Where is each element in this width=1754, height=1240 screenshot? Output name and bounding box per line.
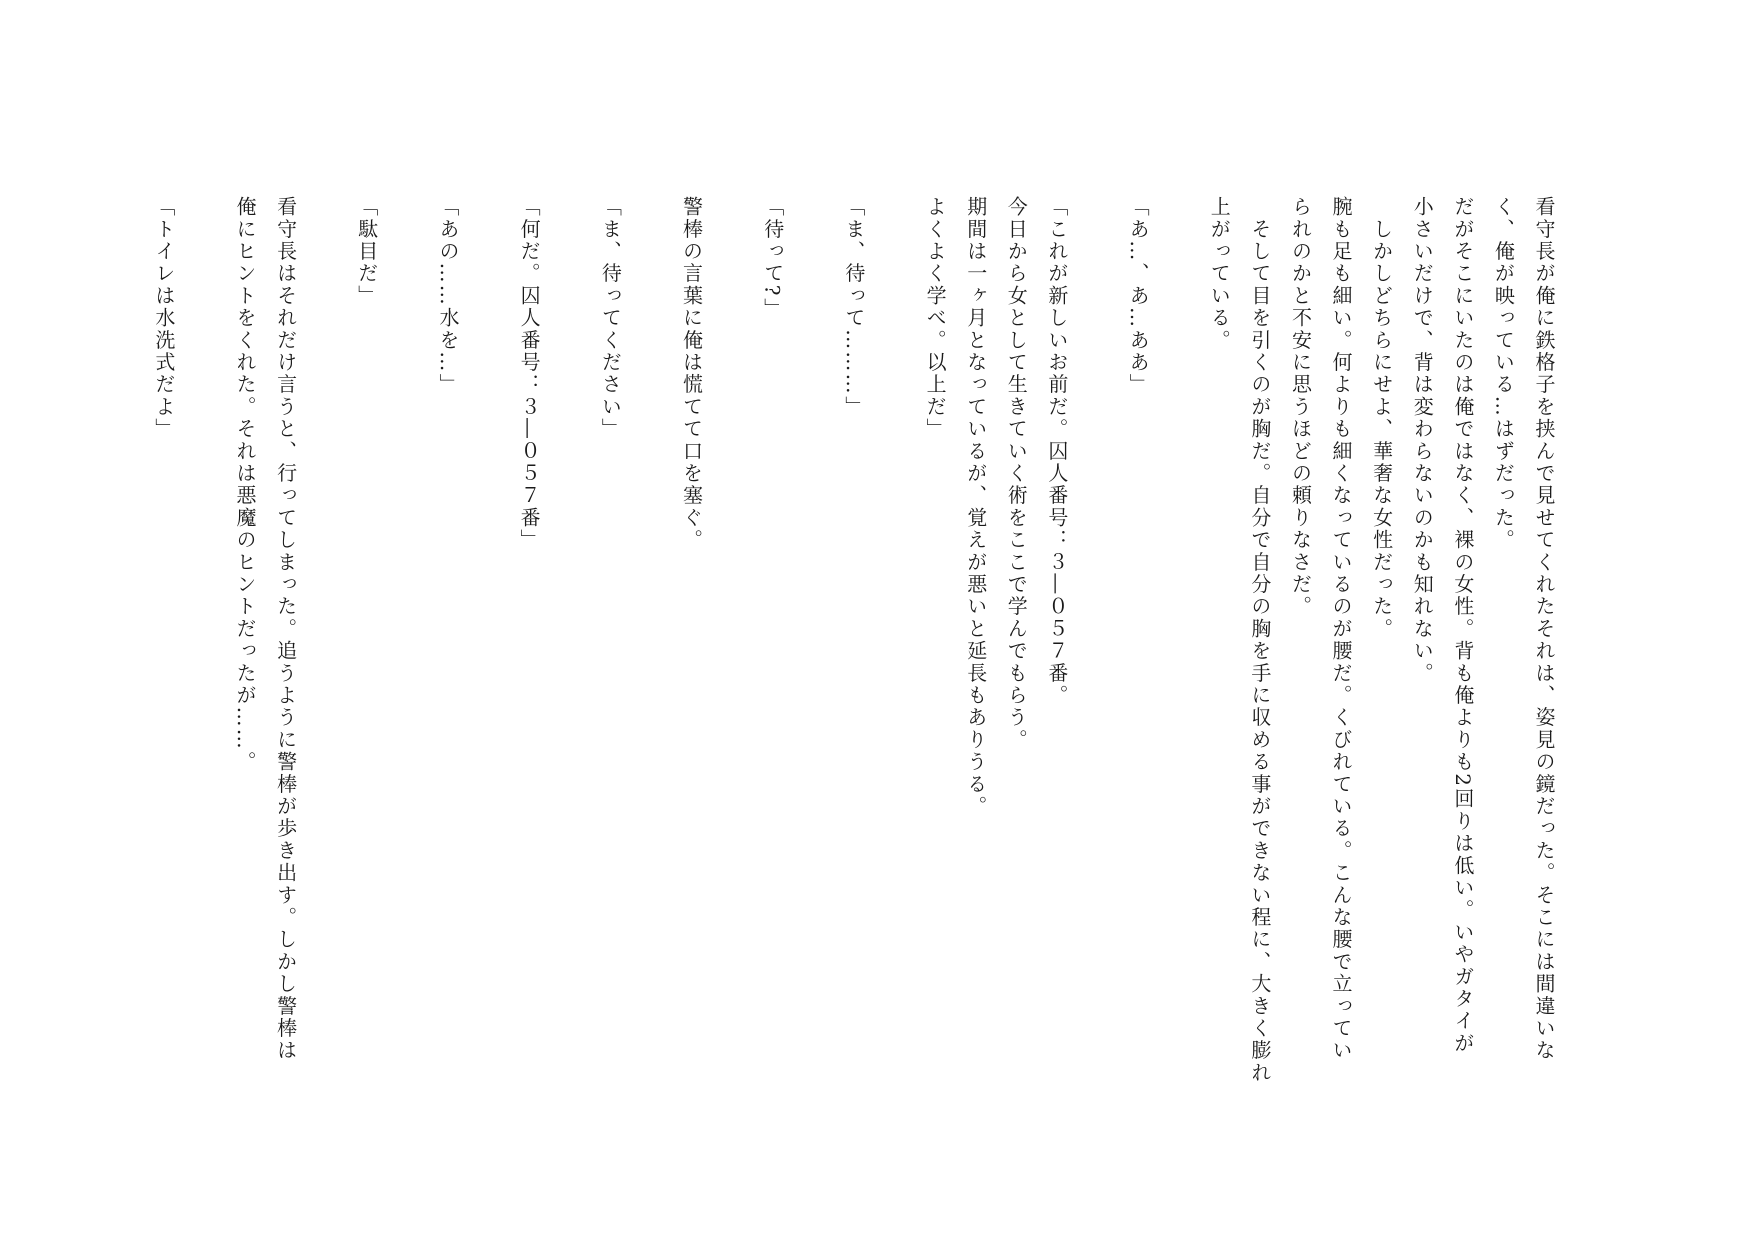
text-line: く、俺が映っている…はずだった。: [1491, 196, 1516, 552]
text-line: 俺にヒントをくれた。それは悪魔のヒントだったが……。: [233, 196, 257, 774]
text-line: られのかと不安に思うほどの頼りなさだ。: [1288, 196, 1313, 618]
blank-line: [712, 196, 753, 1116]
text-line: 看守長はそれだけ言うと、行ってしまった。追うように警棒が歩き出す。しかし警棒は: [273, 196, 298, 1062]
dialogue-line: 今日から女として生きていく術をここで学んでもらう。: [1004, 196, 1029, 751]
blank-line: [184, 196, 225, 1116]
dialogue-line: 「何だ。囚人番号：３―０５７番」: [517, 196, 542, 552]
text-line: 看守長が俺に鉄格子を挟んで見せてくれたそれは、姿見の鏡だった。そこには間違いな: [1532, 196, 1556, 1062]
blank-line: [468, 196, 509, 1116]
dialogue-line: 「あの……水を…」: [435, 196, 460, 396]
dialogue-line: 「ま、待ってください」: [598, 196, 623, 441]
blank-line: [1077, 196, 1118, 1116]
dialogue-line: 「待って?」: [760, 196, 785, 320]
blank-line: [630, 196, 671, 1116]
dialogue-line: 期間は一ヶ月となっているが、覚えが悪いと延長もありうる。: [963, 196, 988, 818]
text-line: しかしどちらにせよ、華奢な女性だった。: [1369, 196, 1394, 640]
blank-line: [1158, 196, 1199, 1116]
text-line: そして目を引くのが胸だ。自分で自分の胸を手に収める事ができない程に、大きく膨れ: [1247, 196, 1272, 1084]
blank-line: [549, 196, 590, 1116]
dialogue-line: 「これが新しいお前だ。囚人番号：３―０５７番。: [1044, 196, 1069, 707]
dialogue-line: 「トイレは水洗式だよ」: [151, 196, 176, 441]
dialogue-line: 「ま、待って………」: [841, 196, 866, 418]
text-line: 上がっている。: [1207, 196, 1232, 352]
dialogue-line: 「駄目だ」: [354, 196, 379, 307]
text-line: 腕も足も細い。何よりも細くなっているのが腰だ。くびれている。こんな腰で立ってい: [1329, 196, 1354, 1062]
blank-line: [387, 196, 428, 1116]
dialogue-line: よくよく学べ。以上だ」: [923, 196, 948, 441]
text-line: 小さいだけで、背は変わらないのかも知れない。: [1410, 196, 1435, 685]
blank-line: [874, 196, 915, 1116]
text-line: だがそこにいたのは俺ではなく、裸の女性。背も俺よりも2回りは低い。いやガタイが: [1450, 196, 1475, 1055]
text-line: 警棒の言葉に俺は慌てて口を塞ぐ。: [679, 196, 704, 552]
vertical-text-body: [143, 196, 1564, 1116]
dialogue-line: 「あ…、あ…ああ」: [1126, 196, 1151, 396]
blank-line: [793, 196, 834, 1116]
blank-line: [306, 196, 347, 1116]
